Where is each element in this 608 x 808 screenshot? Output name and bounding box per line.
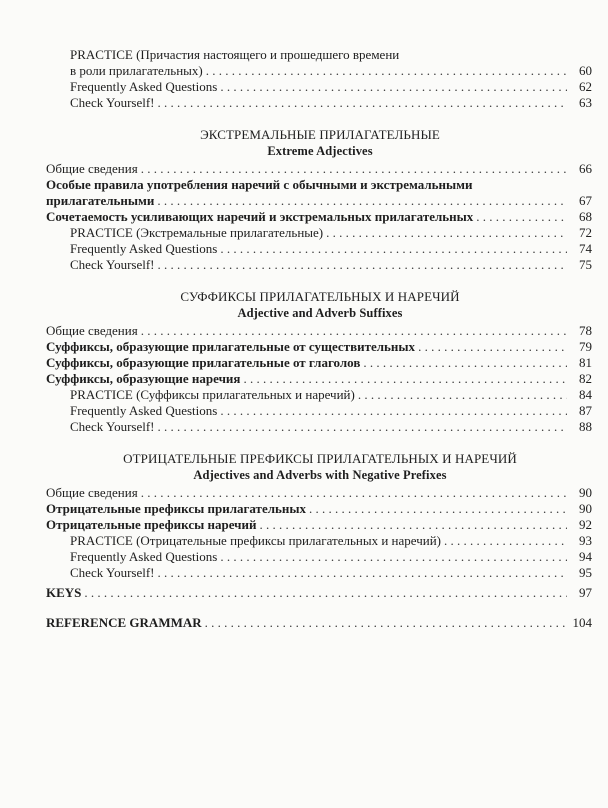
leader-dots — [326, 225, 567, 241]
toc-page-number: 94 — [579, 549, 592, 564]
toc-entry[interactable] — [46, 323, 592, 339]
toc-entry-text: Check Yourself! — [70, 95, 155, 110]
toc-entry-text: REFERENCE GRAMMAR — [46, 615, 202, 630]
toc-entry-text: Check Yourself! — [70, 257, 155, 272]
toc-entry-text: Отрицательные префиксы наречий — [46, 517, 257, 532]
toc-entry-text: Check Yourself! — [70, 565, 155, 580]
toc-entry[interactable] — [46, 209, 592, 225]
leader-dots — [157, 193, 567, 209]
toc-page-number: 78 — [579, 323, 592, 338]
section-title-en: Adjectives and Adverbs with Negative Prefixes — [193, 468, 447, 482]
toc-page-number: 68 — [579, 209, 592, 224]
toc-entry-text: Frequently Asked Questions — [70, 79, 218, 94]
section-title-en: Adjective and Adverb Suffixes — [237, 306, 403, 320]
toc-page-number: 82 — [579, 371, 592, 386]
section-heading — [40, 127, 600, 159]
toc-entry[interactable] — [70, 387, 592, 403]
leader-dots — [363, 355, 567, 371]
toc-entry[interactable] — [70, 533, 592, 549]
leader-dots — [444, 533, 567, 549]
leader-dots — [141, 161, 567, 177]
leader-dots — [158, 419, 568, 435]
toc-entry-line1: PRACTICE (Причастия настоящего и прошедшего времени — [70, 47, 400, 62]
leader-dots — [259, 517, 567, 533]
toc-entry-keys[interactable] — [46, 585, 592, 601]
toc-page-number: 74 — [579, 241, 592, 256]
toc-entry-text: Общие сведения — [46, 323, 138, 338]
leader-dots — [158, 95, 568, 111]
toc-page-number: 72 — [579, 225, 592, 240]
toc-entry[interactable] — [70, 241, 592, 257]
toc-page-number: 88 — [579, 419, 592, 434]
toc-entry-text: KEYS — [46, 585, 82, 600]
toc-entry-text: Frequently Asked Questions — [70, 549, 218, 564]
toc-entry-reference-grammar[interactable] — [46, 615, 592, 631]
toc-page-number: 104 — [572, 615, 592, 630]
toc-entry[interactable] — [70, 63, 592, 79]
toc-entry[interactable] — [46, 517, 592, 533]
leader-dots — [220, 79, 567, 95]
leader-dots — [141, 323, 567, 339]
toc-page-number: 60 — [579, 63, 592, 78]
toc-entry-text: Сочетаемость усиливающих наречий и экстремальных прилагательных — [46, 209, 474, 224]
toc-entry-text: PRACTICE (Экстремальные прилагательные) — [70, 225, 324, 240]
toc-entry[interactable] — [46, 485, 592, 501]
section-title-ru: ОТРИЦАТЕЛЬНЫЕ ПРЕФИКСЫ ПРИЛАГАТЕЛЬНЫХ И НАРЕЧИЙ — [123, 451, 517, 466]
toc-page-number: 90 — [579, 485, 592, 500]
toc-entry-text: Общие сведения — [46, 485, 138, 500]
leader-dots — [158, 257, 568, 273]
leader-dots — [220, 549, 567, 565]
toc-page-number: 87 — [579, 403, 592, 418]
toc-entry[interactable] — [70, 549, 592, 565]
toc-entry[interactable] — [70, 79, 592, 95]
toc-page-number: 62 — [579, 79, 592, 94]
leader-dots — [205, 615, 567, 631]
leader-dots — [243, 371, 567, 387]
toc-entry-text: Суффиксы, образующие прилагательные от существительных — [46, 339, 416, 354]
toc-entry[interactable] — [46, 339, 592, 355]
toc-entry[interactable] — [46, 501, 592, 517]
section-title-en: Extreme Adjectives — [267, 144, 373, 158]
toc-page-number: 79 — [579, 339, 592, 354]
toc-entry-text: Суффиксы, образующие прилагательные от глаголов — [46, 355, 361, 370]
toc-page-number: 81 — [579, 355, 592, 370]
leader-dots — [418, 339, 567, 355]
toc-entry[interactable] — [46, 161, 592, 177]
toc-entry-text: PRACTICE (Суффиксы прилагательных и наречий) — [70, 387, 355, 402]
toc-entry[interactable] — [70, 403, 592, 419]
leader-dots — [220, 241, 567, 257]
section-title-ru: ЭКСТРЕМАЛЬНЫЕ ПРИЛАГАТЕЛЬНЫЕ — [200, 127, 440, 142]
toc-entry-text: Frequently Asked Questions — [70, 403, 218, 418]
leader-dots — [158, 565, 568, 581]
toc-page-number: 93 — [579, 533, 592, 548]
toc-page-number: 92 — [579, 517, 592, 532]
toc-page-number: 84 — [579, 387, 592, 402]
section-heading — [40, 289, 600, 321]
toc-page-number: 75 — [579, 257, 592, 272]
toc-entry-text: PRACTICE (Отрицательные префиксы прилагательных и наречий) — [70, 533, 441, 548]
toc-entry-text: Отрицательные префиксы прилагательных — [46, 501, 307, 516]
leader-dots — [476, 209, 567, 225]
toc-page-number: 63 — [579, 95, 592, 110]
toc-entry[interactable] — [46, 355, 592, 371]
toc-entry[interactable] — [70, 565, 592, 581]
toc-entry[interactable] — [46, 193, 592, 209]
toc-entry-text: Общие сведения — [46, 161, 138, 176]
toc-page-number: 95 — [579, 565, 592, 580]
leader-dots — [141, 485, 567, 501]
leader-dots — [206, 63, 567, 79]
toc-entry-text: Frequently Asked Questions — [70, 241, 218, 256]
toc-entry[interactable] — [70, 95, 592, 111]
toc-entry[interactable] — [70, 419, 592, 435]
toc-page-number: 67 — [579, 193, 592, 208]
section-heading — [40, 451, 600, 483]
leader-dots — [358, 387, 567, 403]
leader-dots — [309, 501, 567, 517]
toc-entry[interactable] — [70, 225, 592, 241]
leader-dots — [84, 585, 567, 601]
toc-entry-line1: Особые правила употребления наречий с обычными и экстремальными — [46, 177, 473, 192]
toc-page-number: 66 — [579, 161, 592, 176]
toc-entry-text: в роли прилагательных) — [70, 63, 203, 78]
toc-entry[interactable] — [70, 257, 592, 273]
toc-entry-text: прилагательными — [46, 193, 155, 208]
leader-dots — [220, 403, 567, 419]
toc-entry-text: Суффиксы, образующие наречия — [46, 371, 241, 386]
toc-entry-text: Check Yourself! — [70, 419, 155, 434]
toc-entry[interactable] — [46, 371, 592, 387]
toc-page-number: 90 — [579, 501, 592, 516]
toc-page-number: 97 — [579, 585, 592, 600]
section-title-ru: СУФФИКСЫ ПРИЛАГАТЕЛЬНЫХ И НАРЕЧИЙ — [180, 289, 460, 304]
